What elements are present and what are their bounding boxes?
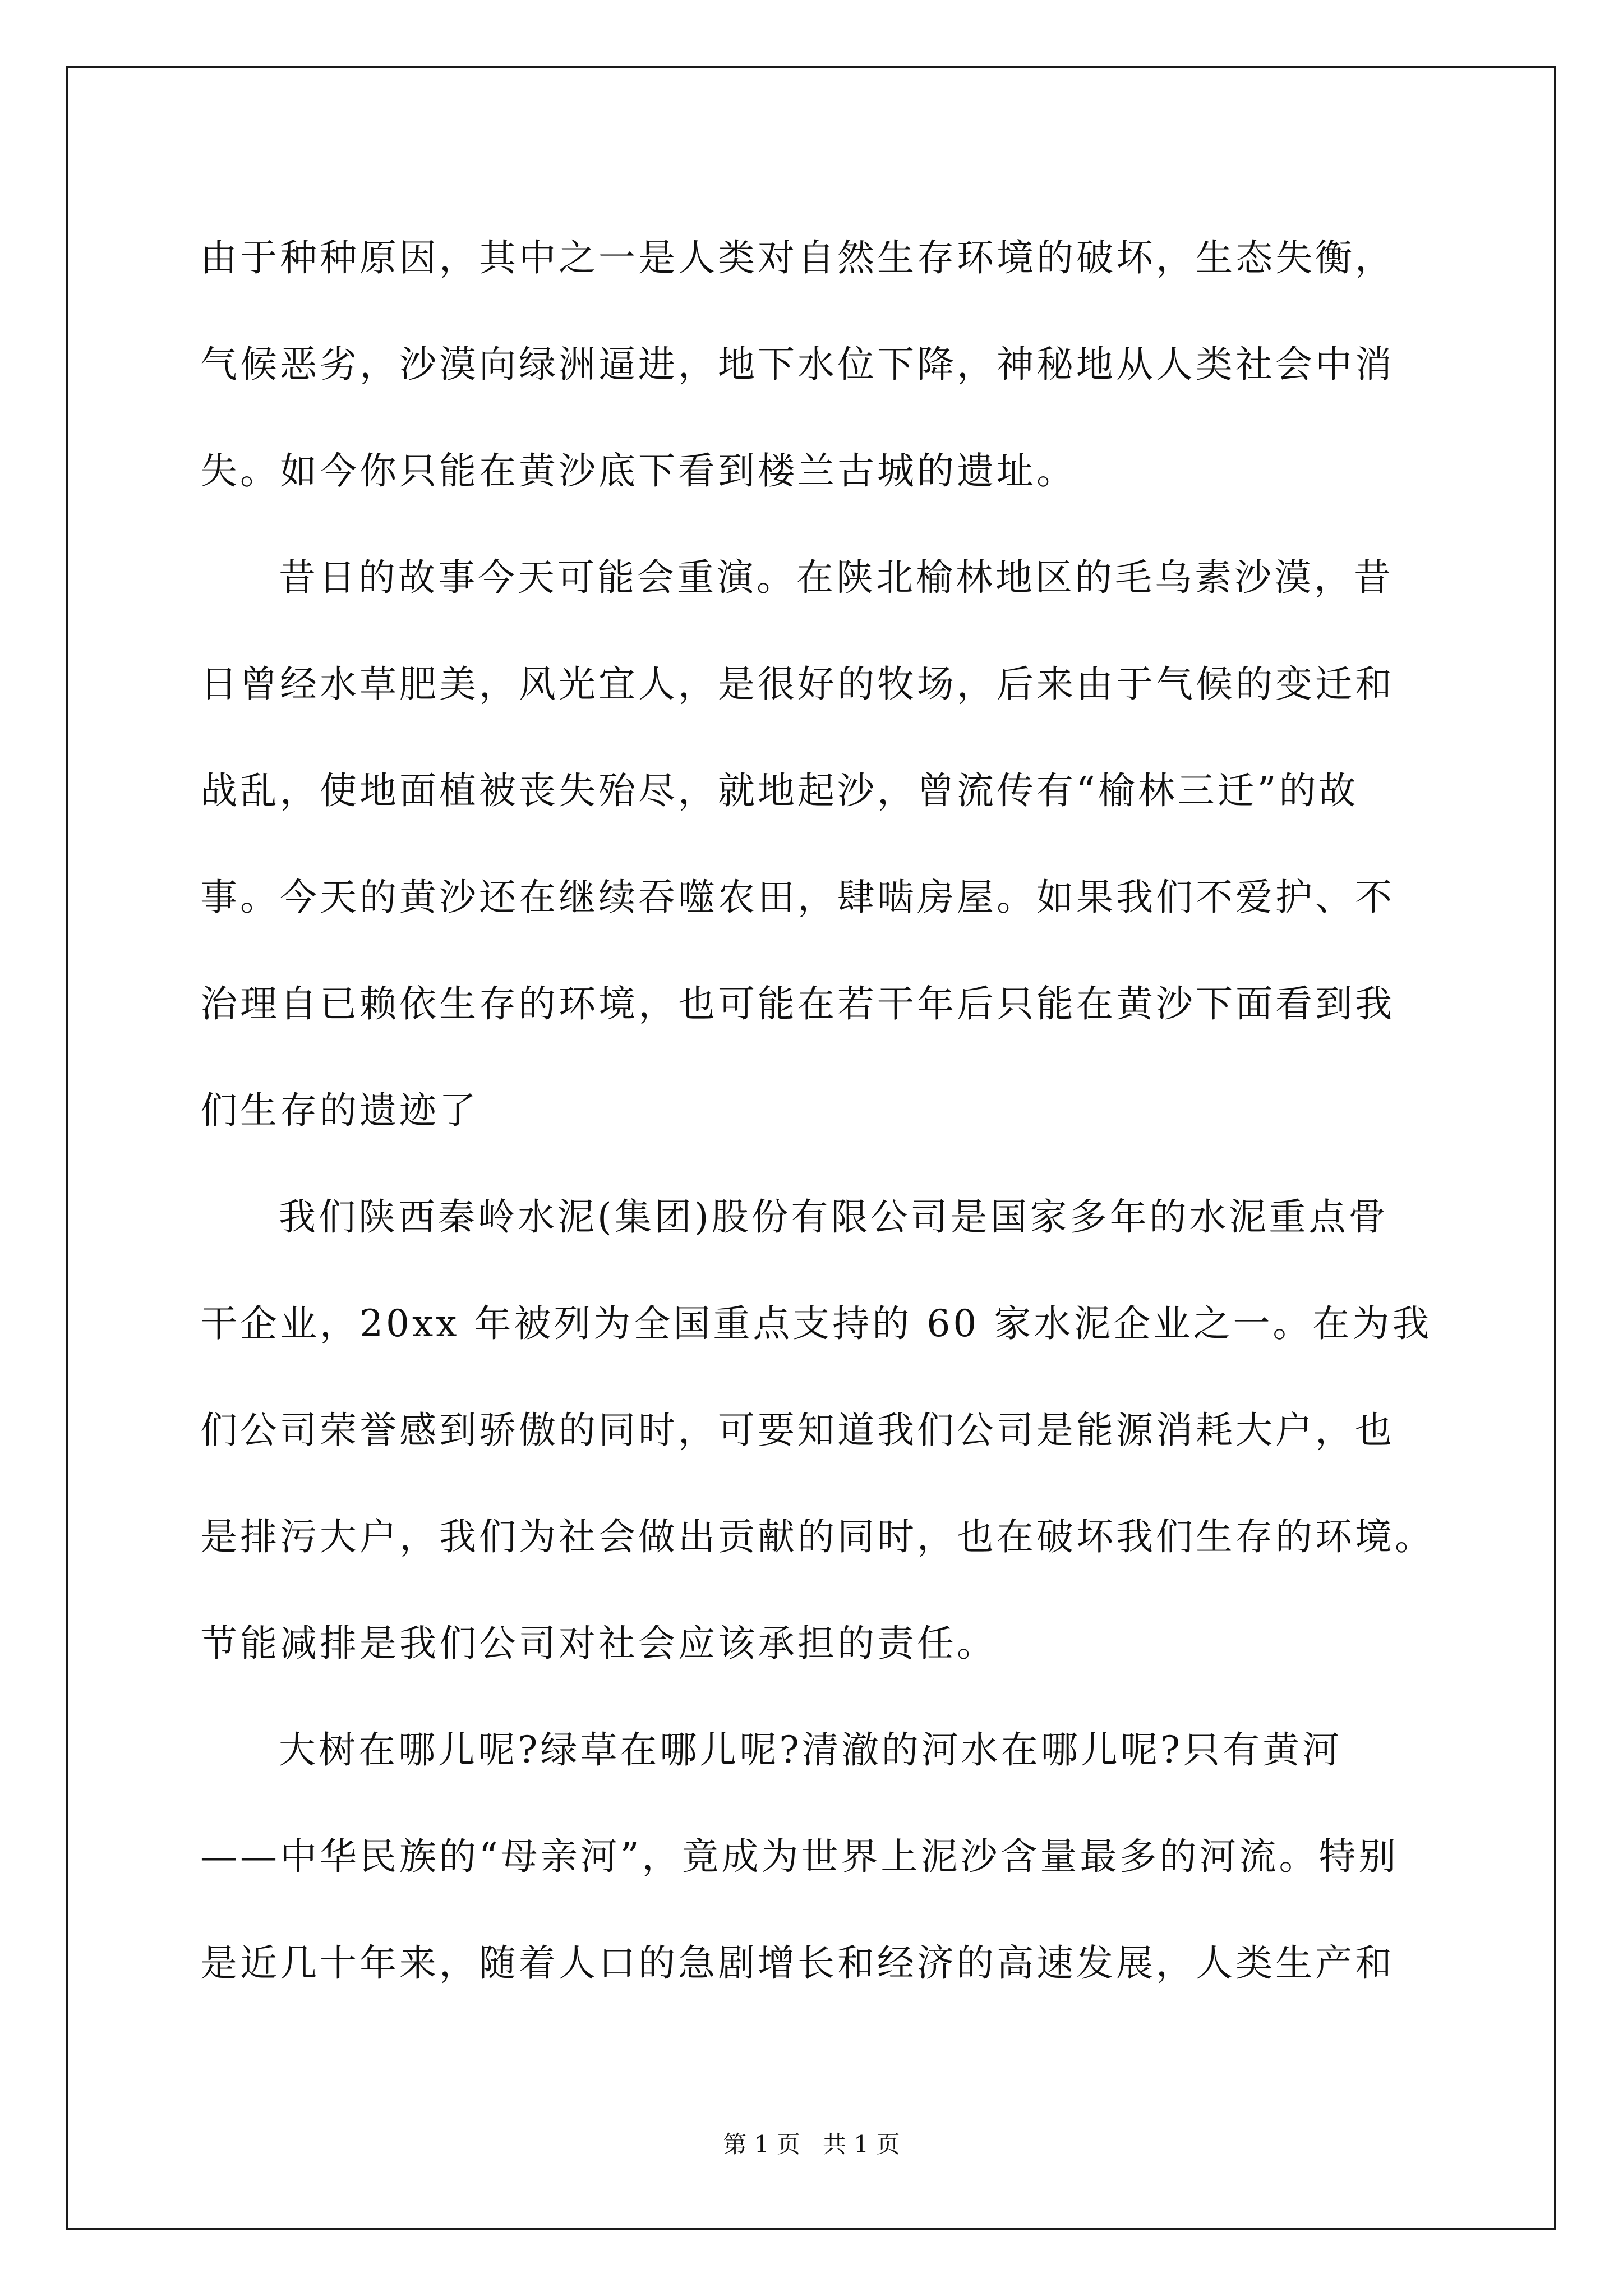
text-line: 昔日的故事今天可能会重演。在陕北榆林地区的毛乌素沙漠，昔 [279, 556, 1394, 599]
text-line: 治理自已赖依生存的环境，也可能在若干年后只能在黄沙下面看到我 [200, 982, 1395, 1025]
paragraph-2 [200, 524, 1490, 1164]
text-line: 失。如今你只能在黄沙底下看到楼兰古城的遗址。 [200, 449, 1076, 493]
text-line: 是排污大户，我们为社会做出贡献的同时，也在破坏我们生存的环境。 [200, 1515, 1435, 1558]
text-line: ——中华民族的“母亲河”，竟成为世界上泥沙含量最多的河流。特别 [200, 1835, 1399, 1878]
text-line: 气候恶劣，沙漠向绿洲逼进，地下水位下降，神秘地从人类社会中消 [200, 343, 1395, 386]
text-line: 干企业，20xx 年被列为全国重点支持的 60 家水泥企业之一。在为我 [200, 1302, 1432, 1345]
document-body [200, 205, 1490, 2017]
paragraph-4 [200, 1697, 1490, 2017]
text-line: 大树在哪儿呢?绿草在哪儿呢?清澈的河水在哪儿呢?只有黄河 [279, 1728, 1343, 1772]
text-line: 日曾经水草肥美，风光宜人，是很好的牧场，后来由于气候的变迁和 [200, 662, 1395, 706]
text-line: 节能减排是我们公司对社会应该承担的责任。 [200, 1622, 997, 1665]
text-line: 是近几十年来，随着人口的急剧增长和经济的高速发展，人类生产和 [200, 1941, 1395, 1985]
text-line: 我们陕西秦岭水泥(集团)股份有限公司是国家多年的水泥重点骨 [279, 1195, 1389, 1239]
text-line: 事。今天的黄沙还在继续吞噬农田，肆啮房屋。如果我们不爱护、不 [200, 876, 1395, 919]
paragraph-1 [200, 205, 1490, 524]
page-footer: 第 1 页 共 1 页 [723, 2131, 900, 2158]
text-line: 由于种种原因，其中之一是人类对自然生存环境的破坏，生态失衡， [200, 236, 1395, 279]
text-line: 们生存的遗迹了 [200, 1089, 479, 1132]
text-line: 们公司荣誉感到骄傲的同时，可要知道我们公司是能源消耗大户，也 [200, 1409, 1395, 1452]
paragraph-3 [200, 1164, 1490, 1697]
text-line: 战乱，使地面植被丧失殆尽，就地起沙，曾流传有“榆林三迁”的故 [200, 769, 1359, 812]
